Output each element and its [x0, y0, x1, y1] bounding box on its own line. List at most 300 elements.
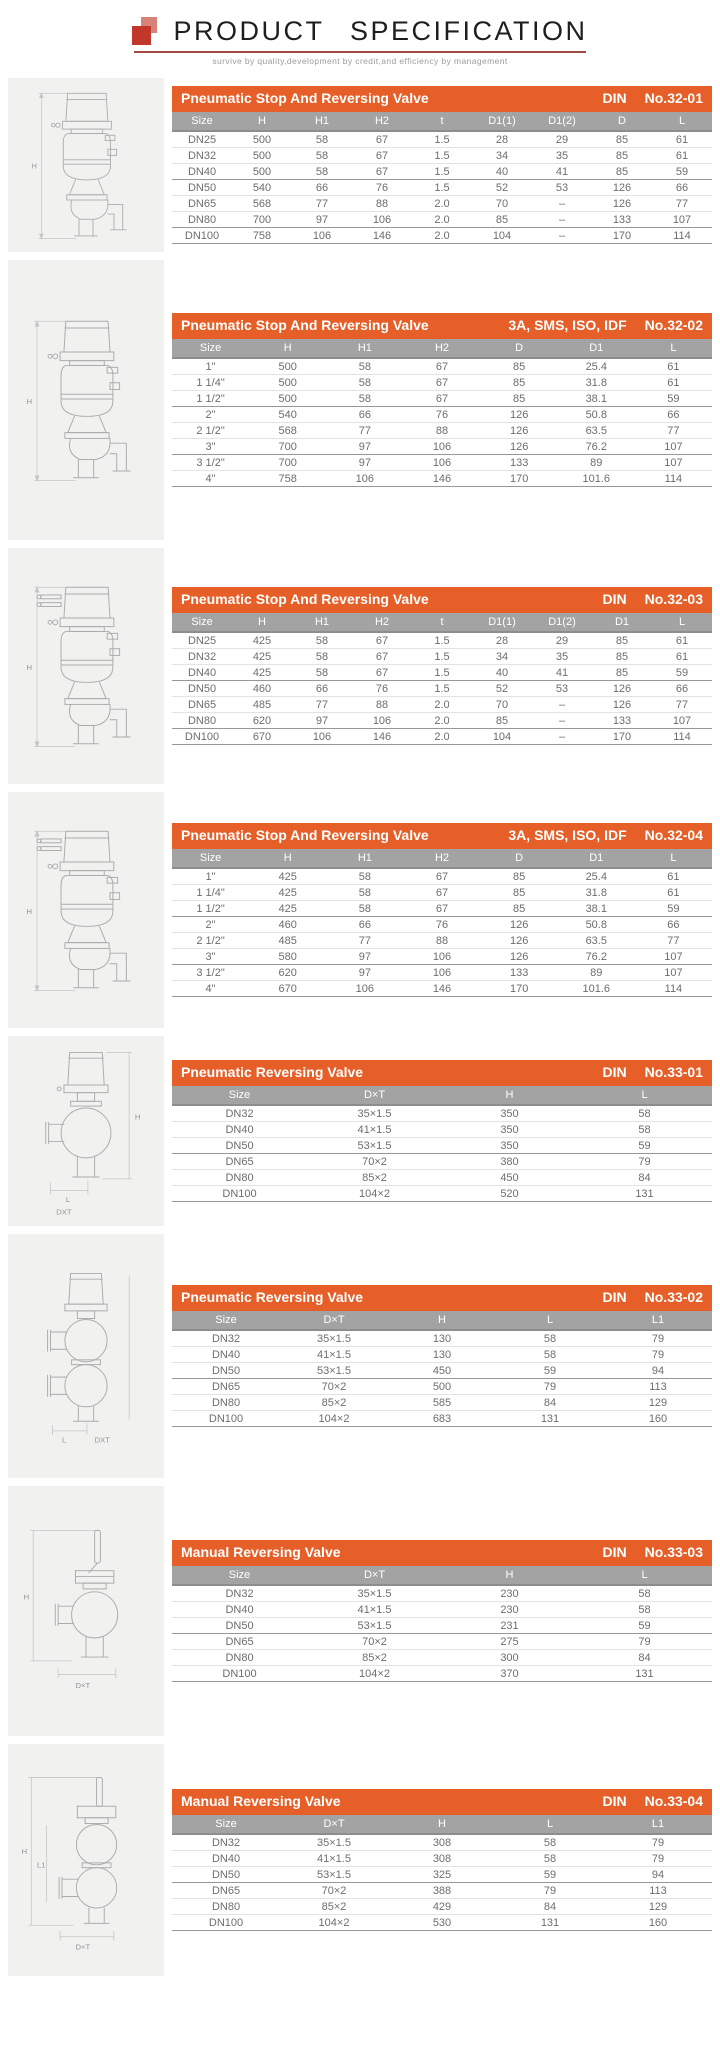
table-row [172, 455, 712, 471]
table-cell: 41×1.5 [280, 1347, 388, 1363]
table-row [172, 358, 712, 375]
table-cell: DN40 [172, 665, 232, 681]
table-title-right [603, 592, 703, 607]
valve-drawing [8, 1234, 164, 1478]
spec-section [8, 792, 712, 1028]
spec-section [8, 1744, 712, 1976]
table-cell: DN65 [172, 1154, 307, 1170]
table-cell: 425 [249, 868, 326, 885]
column-header: H [232, 613, 292, 632]
table-cell: 70×2 [307, 1634, 442, 1650]
table-cell: 568 [249, 423, 326, 439]
column-header: H1 [292, 112, 352, 131]
table-cell: 670 [232, 729, 292, 745]
table-cell: 130 [388, 1330, 496, 1347]
table-cell: 530 [388, 1915, 496, 1931]
column-header: D1 [558, 849, 635, 868]
table-cell: 67 [403, 901, 480, 917]
table-cell: 231 [442, 1618, 577, 1634]
table-cell: 350 [442, 1122, 577, 1138]
table-cell: 58 [577, 1602, 712, 1618]
table-cell: – [532, 697, 592, 713]
table-cell: 67 [352, 649, 412, 665]
table-cell: 77 [635, 933, 712, 949]
table-cell: 29 [532, 131, 592, 148]
table-cell: 425 [232, 649, 292, 665]
table-cell: 76 [403, 917, 480, 933]
table-cell: 308 [388, 1834, 496, 1851]
table-cell: 85 [592, 649, 652, 665]
table-cell: 107 [635, 949, 712, 965]
table-body [172, 868, 712, 997]
table-row [172, 1867, 712, 1883]
table-cell: 28 [472, 632, 532, 649]
spec-section [8, 78, 712, 252]
table-cell: 41 [532, 665, 592, 681]
table-cell: 58 [326, 901, 403, 917]
table-row [172, 901, 712, 917]
table-cell: 425 [249, 885, 326, 901]
table-cell: DN100 [172, 1915, 280, 1931]
column-header: L [635, 849, 712, 868]
table-cell: 35×1.5 [280, 1834, 388, 1851]
column-header: L [577, 1086, 712, 1105]
table-body [172, 358, 712, 487]
table-cell: 1 1/4" [172, 885, 249, 901]
table-title: Manual Reversing Valve [181, 1792, 341, 1809]
table-cell: 76.2 [558, 949, 635, 965]
table-cell: 2.0 [412, 196, 472, 212]
table-cell: 2 1/2" [172, 423, 249, 439]
table-cell: 67 [352, 632, 412, 649]
table-cell: 758 [232, 228, 292, 244]
spec-table [172, 1285, 712, 1427]
table-cell: 63.5 [558, 423, 635, 439]
table-cell: 58 [496, 1330, 604, 1347]
table-cell: 34 [472, 148, 532, 164]
table-cell: 230 [442, 1602, 577, 1618]
section-content [172, 260, 712, 540]
spec-table [172, 1540, 712, 1682]
svg-text:DXT: DXT [94, 1435, 110, 1445]
table-cell: 41×1.5 [307, 1122, 442, 1138]
table-cell: 1.5 [412, 131, 472, 148]
column-header: t [412, 112, 472, 131]
sections [0, 78, 720, 1976]
table-cell: 58 [292, 632, 352, 649]
table-row [172, 196, 712, 212]
page-header [0, 0, 720, 66]
table-row [172, 1154, 712, 1170]
table-cell: 41 [532, 164, 592, 180]
table-cell: 85×2 [280, 1899, 388, 1915]
column-header: D1(2) [532, 613, 592, 632]
table-title-right [508, 318, 703, 333]
table-cell: 450 [388, 1363, 496, 1379]
valve-drawing [8, 1486, 164, 1736]
table-cell: 97 [292, 212, 352, 228]
table-cell: 70×2 [307, 1154, 442, 1170]
column-header: Size [172, 1311, 280, 1330]
table-cell: 85×2 [307, 1650, 442, 1666]
table-cell: DN65 [172, 1883, 280, 1899]
column-header-row [172, 613, 712, 632]
table-cell: 50.8 [558, 917, 635, 933]
table-cell: 35×1.5 [280, 1330, 388, 1347]
svg-text:H: H [21, 1847, 28, 1857]
table-row [172, 407, 712, 423]
table-cell: 53×1.5 [280, 1867, 388, 1883]
table-cell: DN40 [172, 1851, 280, 1867]
table-cell: 66 [635, 917, 712, 933]
table-cell: 2 1/2" [172, 933, 249, 949]
table-cell: 77 [652, 697, 712, 713]
table-cell: 113 [604, 1379, 712, 1395]
table-cell: 106 [403, 439, 480, 455]
column-header-row [172, 112, 712, 131]
spec-section [8, 548, 712, 784]
table-cell: 67 [403, 358, 480, 375]
table-cell: 79 [577, 1634, 712, 1650]
table-cell: DN100 [172, 1411, 280, 1427]
table-cell: 2.0 [412, 697, 472, 713]
column-header-row [172, 339, 712, 358]
table-cell: 77 [652, 196, 712, 212]
table-row [172, 1883, 712, 1899]
table-title-bar [172, 823, 712, 849]
table-row [172, 981, 712, 997]
column-header-row [172, 1311, 712, 1330]
table-cell: 106 [326, 981, 403, 997]
table-title-bar [172, 1789, 712, 1815]
table-cell: 77 [635, 423, 712, 439]
table-cell: 106 [292, 228, 352, 244]
table-row [172, 1585, 712, 1602]
table-cell: 58 [577, 1105, 712, 1122]
table-cell: 66 [652, 180, 712, 196]
table-row [172, 439, 712, 455]
table-cell: 1.5 [412, 164, 472, 180]
table-cell: 380 [442, 1154, 577, 1170]
column-header: H [232, 112, 292, 131]
table-cell: 67 [352, 148, 412, 164]
table-cell: DN50 [172, 180, 232, 196]
dimensions-table [172, 1815, 712, 1931]
table-title-right [603, 1545, 703, 1560]
table-cell: 4" [172, 981, 249, 997]
table-cell: 85 [592, 632, 652, 649]
table-cell: 129 [604, 1395, 712, 1411]
table-cell: 126 [481, 439, 558, 455]
table-body [172, 1330, 712, 1427]
table-cell: 85 [481, 375, 558, 391]
table-cell: 76 [352, 681, 412, 697]
table-cell: 66 [326, 407, 403, 423]
column-header: H2 [403, 849, 480, 868]
table-cell: 58 [292, 148, 352, 164]
table-cell: 97 [326, 965, 403, 981]
table-cell: 58 [496, 1347, 604, 1363]
table-cell: 3" [172, 439, 249, 455]
svg-text:H: H [23, 1592, 30, 1602]
table-title-bar [172, 1060, 712, 1086]
table-cell: 106 [403, 965, 480, 981]
table-cell: 146 [403, 471, 480, 487]
column-header: D1 [592, 613, 652, 632]
table-cell: 76 [403, 407, 480, 423]
table-cell: 700 [249, 439, 326, 455]
table-cell: 460 [249, 917, 326, 933]
column-header: Size [172, 1815, 280, 1834]
table-row [172, 681, 712, 697]
table-cell: 85 [481, 358, 558, 375]
table-cell: 500 [249, 375, 326, 391]
table-cell: 59 [652, 164, 712, 180]
table-title: Pneumatic Stop And Reversing Valve [181, 316, 429, 333]
table-title-right [603, 91, 703, 106]
table-cell: 1.5 [412, 148, 472, 164]
table-row [172, 1105, 712, 1122]
table-cell: 114 [635, 471, 712, 487]
table-cell: 67 [403, 885, 480, 901]
table-cell: 40 [472, 164, 532, 180]
table-cell: 79 [577, 1154, 712, 1170]
table-number: No.33-01 [644, 1063, 703, 1080]
column-header: H [442, 1566, 577, 1585]
table-cell: 70×2 [280, 1883, 388, 1899]
table-row [172, 917, 712, 933]
table-row [172, 1363, 712, 1379]
table-cell: 104×2 [280, 1411, 388, 1427]
table-cell: 85 [481, 901, 558, 917]
valve-drawing [8, 548, 164, 784]
table-body [172, 632, 712, 745]
table-cell: 425 [232, 632, 292, 649]
table-cell: 540 [249, 407, 326, 423]
table-cell: 1" [172, 868, 249, 885]
table-cell: 29 [532, 632, 592, 649]
dimensions-table [172, 1086, 712, 1202]
table-cell: DN32 [172, 1105, 307, 1122]
table-cell: – [532, 196, 592, 212]
table-cell: 61 [635, 375, 712, 391]
table-row [172, 713, 712, 729]
table-cell: 485 [249, 933, 326, 949]
table-cell: DN50 [172, 1138, 307, 1154]
table-cell: 97 [326, 949, 403, 965]
table-number: No.32-02 [644, 316, 703, 333]
table-row [172, 1170, 712, 1186]
table-cell: 114 [652, 228, 712, 244]
svg-text:H: H [26, 906, 33, 916]
table-cell: 66 [652, 681, 712, 697]
table-cell: 230 [442, 1585, 577, 1602]
table-cell: 106 [352, 212, 412, 228]
column-header: D [592, 112, 652, 131]
table-title-bar [172, 1540, 712, 1566]
table-number: No.32-01 [644, 89, 703, 106]
table-row [172, 1186, 712, 1202]
table-cell: 53×1.5 [307, 1618, 442, 1634]
table-cell: 106 [403, 455, 480, 471]
column-header: D1 [558, 339, 635, 358]
table-cell: 107 [635, 439, 712, 455]
table-cell: 58 [577, 1122, 712, 1138]
section-content [172, 78, 712, 252]
column-header: Size [172, 1086, 307, 1105]
table-cell: 101.6 [558, 981, 635, 997]
table-cell: 106 [326, 471, 403, 487]
spec-section [8, 1234, 712, 1478]
table-row [172, 729, 712, 745]
table-row [172, 212, 712, 228]
table-cell: DN80 [172, 1395, 280, 1411]
table-row [172, 131, 712, 148]
table-cell: 66 [326, 917, 403, 933]
table-cell: 41×1.5 [280, 1851, 388, 1867]
table-cell: 77 [326, 933, 403, 949]
table-cell: 85 [481, 885, 558, 901]
spec-table [172, 1060, 712, 1202]
table-cell: 59 [496, 1363, 604, 1379]
table-title: Manual Reversing Valve [181, 1543, 341, 1560]
table-cell: DN25 [172, 131, 232, 148]
table-cell: 63.5 [558, 933, 635, 949]
table-cell: 67 [403, 375, 480, 391]
table-row [172, 1411, 712, 1427]
section-content [172, 792, 712, 1028]
table-title: Pneumatic Stop And Reversing Valve [181, 826, 429, 843]
table-cell: 59 [577, 1618, 712, 1634]
table-cell: DN32 [172, 649, 232, 665]
table-cell: 300 [442, 1650, 577, 1666]
table-row [172, 423, 712, 439]
table-cell: 61 [652, 148, 712, 164]
table-cell: 485 [232, 697, 292, 713]
table-cell: 126 [481, 949, 558, 965]
table-cell: 126 [592, 697, 652, 713]
table-cell: DN40 [172, 1602, 307, 1618]
header-rule [134, 51, 586, 53]
table-cell: 425 [232, 665, 292, 681]
table-cell: 84 [496, 1899, 604, 1915]
section-content [172, 1486, 712, 1736]
table-cell: 325 [388, 1867, 496, 1883]
table-cell: 1 1/2" [172, 391, 249, 407]
table-cell: DN80 [172, 1899, 280, 1915]
table-row [172, 391, 712, 407]
spec-table [172, 86, 712, 244]
table-cell: 308 [388, 1851, 496, 1867]
spec-table [172, 1789, 712, 1931]
table-cell: 85 [472, 212, 532, 228]
column-header: H2 [352, 112, 412, 131]
column-header: H1 [326, 339, 403, 358]
table-cell: 85×2 [307, 1170, 442, 1186]
table-cell: 130 [388, 1347, 496, 1363]
column-header: Size [172, 112, 232, 131]
table-standard: DIN [602, 1288, 627, 1305]
spec-section [8, 260, 712, 540]
column-header: H2 [352, 613, 412, 632]
table-cell: 450 [442, 1170, 577, 1186]
column-header: Size [172, 339, 249, 358]
column-header-row [172, 849, 712, 868]
table-cell: DN80 [172, 1650, 307, 1666]
table-cell: 107 [652, 212, 712, 228]
table-row [172, 148, 712, 164]
table-row [172, 1618, 712, 1634]
table-cell: 59 [496, 1867, 604, 1883]
table-cell: DN50 [172, 1363, 280, 1379]
table-row [172, 665, 712, 681]
table-row [172, 1138, 712, 1154]
table-cell: 580 [249, 949, 326, 965]
table-cell: 126 [481, 407, 558, 423]
svg-text:D×T: D×T [75, 1680, 91, 1690]
dimensions-table [172, 1566, 712, 1682]
table-row [172, 949, 712, 965]
table-cell: 104 [472, 729, 532, 745]
table-cell: 66 [292, 681, 352, 697]
table-cell: 620 [232, 713, 292, 729]
table-cell: DN32 [172, 1330, 280, 1347]
table-cell: 66 [292, 180, 352, 196]
table-cell: 585 [388, 1395, 496, 1411]
tagline: survive by quality,development by credit,and efficiency by management [212, 56, 508, 66]
table-row [172, 649, 712, 665]
table-cell: 131 [577, 1186, 712, 1202]
column-header-row [172, 1566, 712, 1585]
table-cell: DN100 [172, 1666, 307, 1682]
table-cell: 126 [481, 917, 558, 933]
table-cell: 500 [249, 391, 326, 407]
column-header: D1(2) [532, 112, 592, 131]
table-standard: DIN [602, 1543, 627, 1560]
table-title-right [603, 1290, 703, 1305]
svg-text:L: L [65, 1194, 71, 1204]
table-row [172, 697, 712, 713]
table-cell: 170 [592, 729, 652, 745]
svg-text:H: H [134, 1112, 141, 1122]
table-row [172, 1395, 712, 1411]
table-cell: 79 [604, 1330, 712, 1347]
table-cell: 170 [592, 228, 652, 244]
table-number: No.32-04 [644, 826, 703, 843]
table-cell: 104 [472, 228, 532, 244]
table-row [172, 632, 712, 649]
table-cell: 85 [481, 391, 558, 407]
column-header: L1 [604, 1311, 712, 1330]
table-cell: 58 [326, 885, 403, 901]
column-header: D×T [307, 1566, 442, 1585]
column-header: L [635, 339, 712, 358]
spec-section [8, 1486, 712, 1736]
table-cell: 1 1/2" [172, 901, 249, 917]
table-cell: 97 [292, 713, 352, 729]
logo-square-dark [132, 26, 151, 45]
table-cell: 2.0 [412, 713, 472, 729]
column-header: H2 [403, 339, 480, 358]
valve-drawing [8, 260, 164, 540]
table-number: No.33-02 [644, 1288, 703, 1305]
svg-text:L1: L1 [37, 1860, 46, 1870]
column-header: Size [172, 1566, 307, 1585]
table-title: Pneumatic Stop And Reversing Valve [181, 590, 429, 607]
valve-drawing [8, 78, 164, 252]
column-header: H1 [326, 849, 403, 868]
table-row [172, 1122, 712, 1138]
